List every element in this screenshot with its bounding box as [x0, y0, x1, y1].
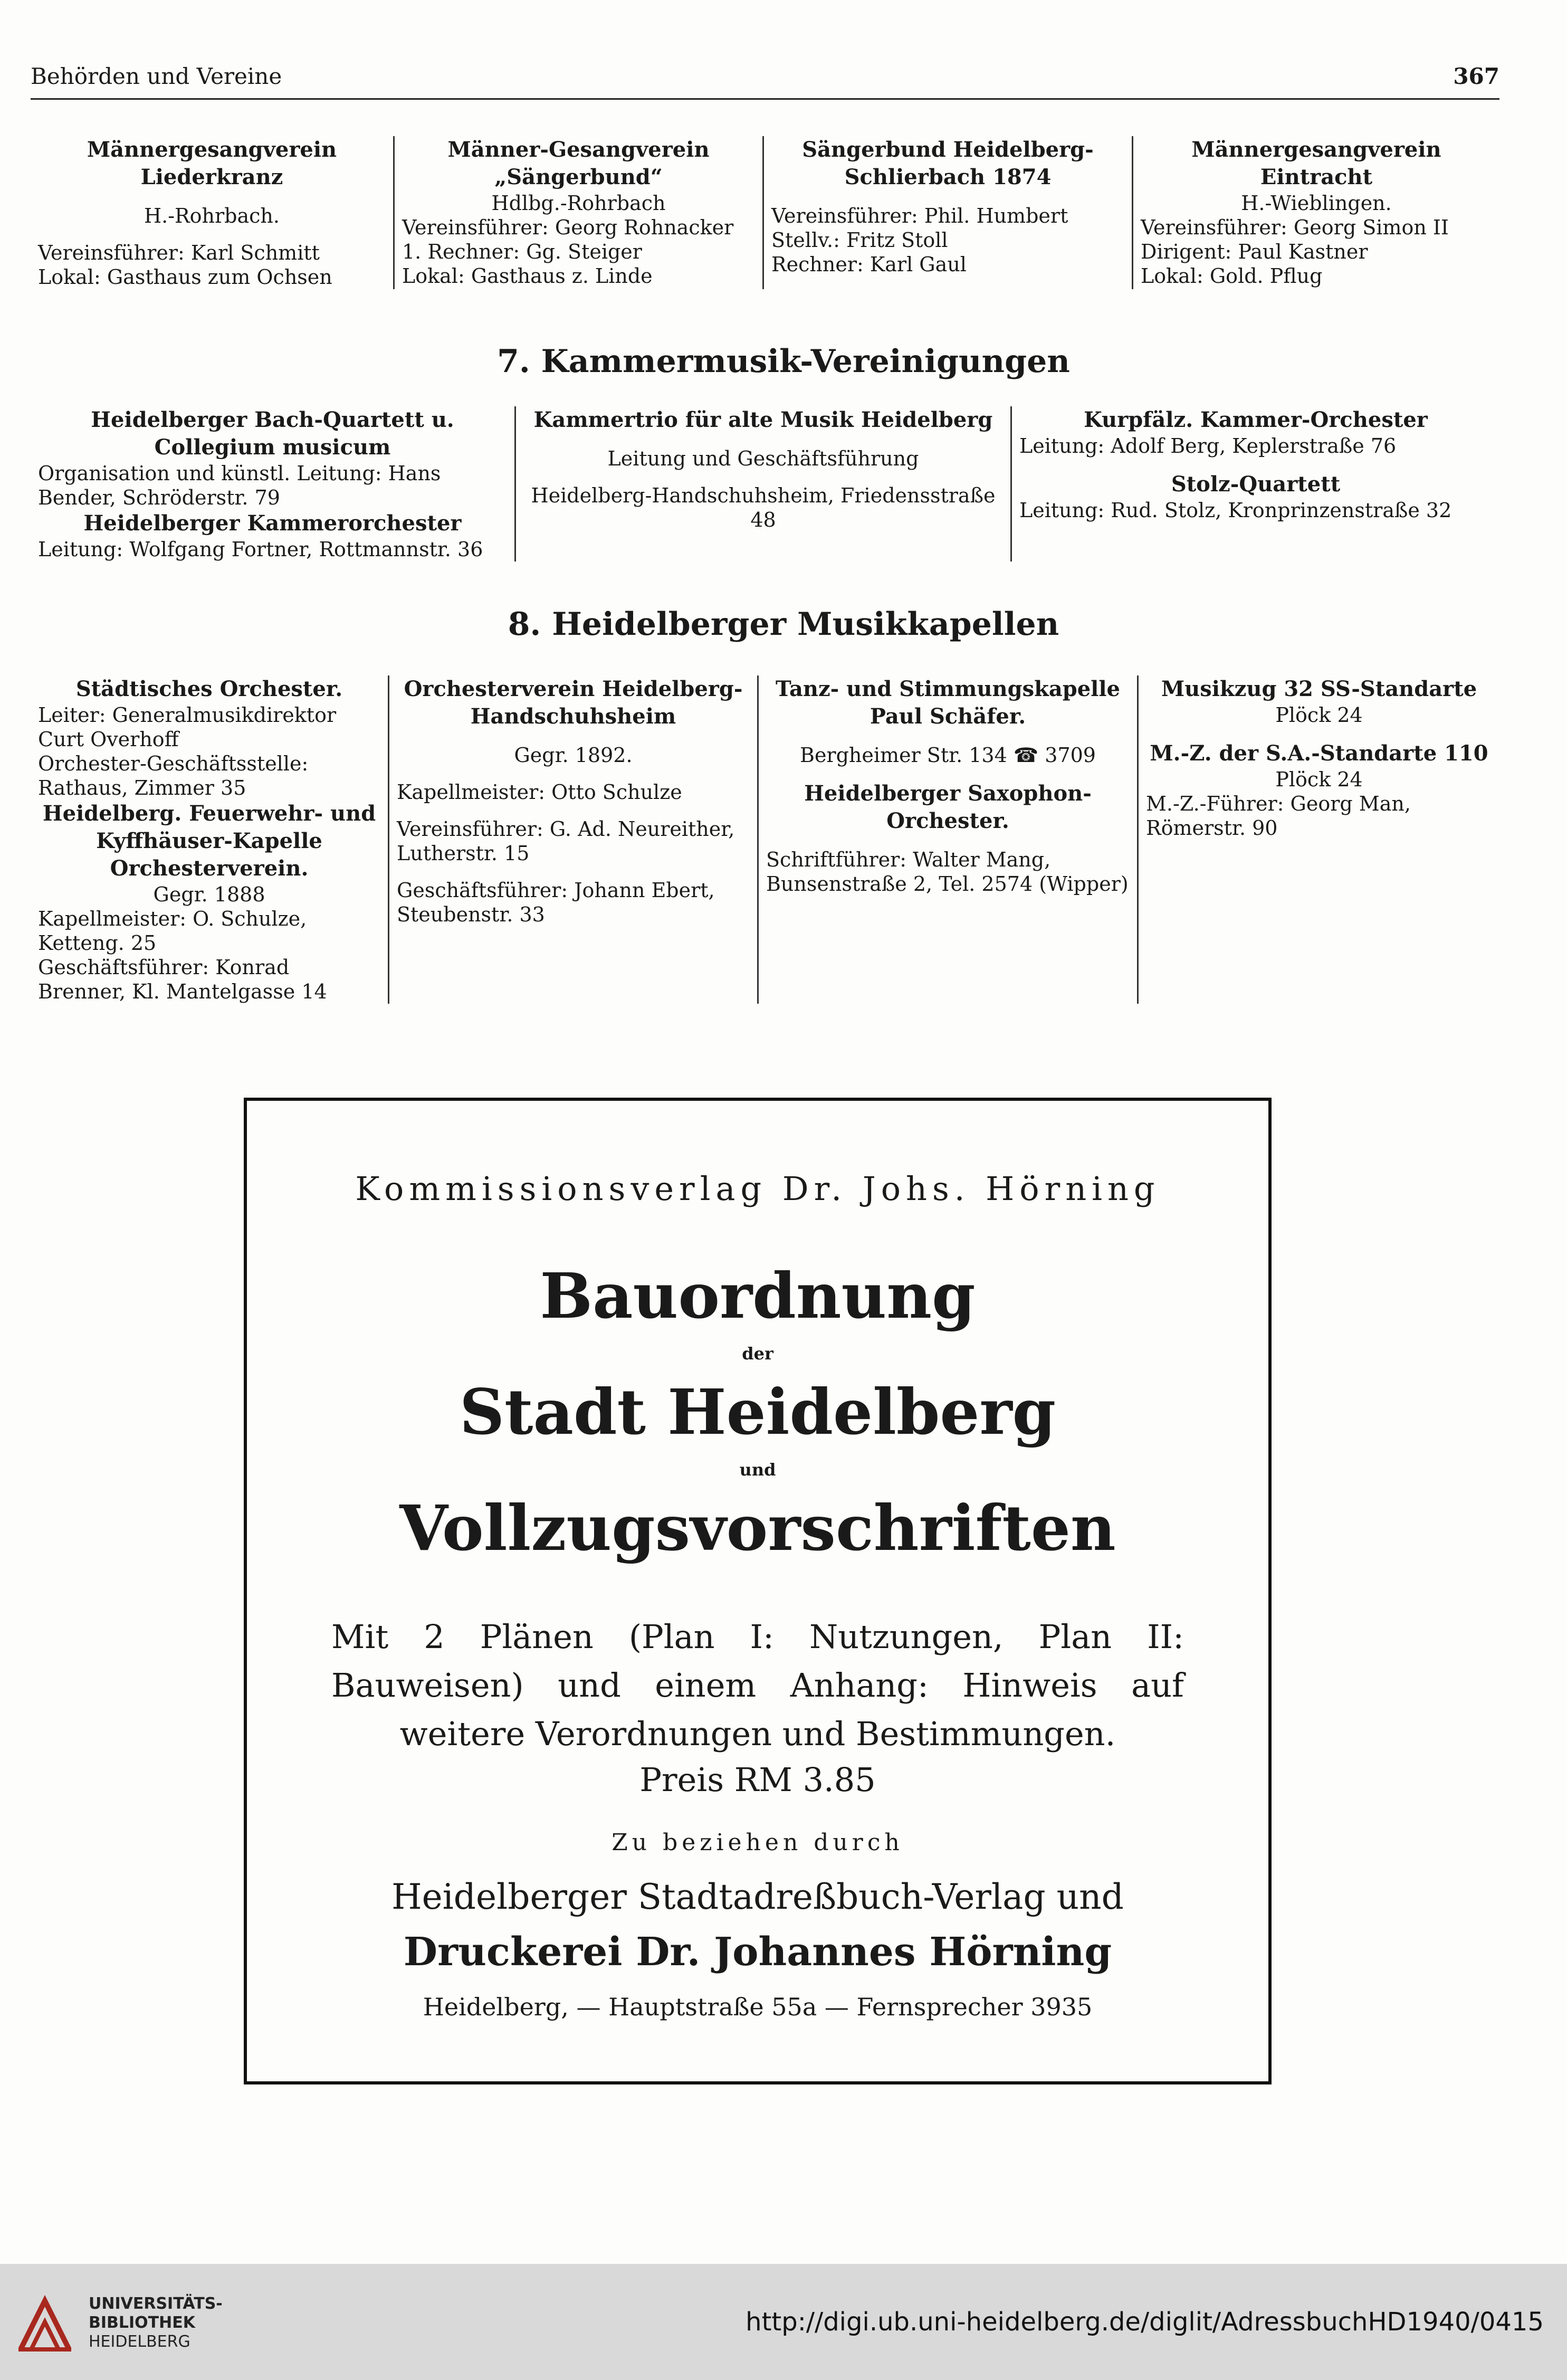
page-number: 367	[1453, 63, 1499, 89]
listing-line: Orchester-Geschäftsstelle: Rathaus, Zimmer 35	[38, 752, 309, 799]
listing-line: Leitung: Rud. Stolz, Kronprinzenstraße 32	[1019, 499, 1452, 522]
ad-connector-und: und	[739, 1460, 776, 1480]
header-rule	[31, 98, 1499, 100]
library-name-line: BIBLIOTHEK	[89, 2314, 195, 2332]
listing-line: Heidelberg-Handschuhsheim, Friedensstraße 48	[531, 484, 996, 531]
listing-title: Männergesangverein Liederkranz	[87, 137, 337, 189]
listing-staedtisches-orchester	[31, 675, 389, 1004]
listing-line: Gegr. 1888	[153, 883, 265, 906]
listing-title: Heidelberg. Feuerwehr- und Kyffhäuser-Kapelle Orchesterverein.	[42, 801, 376, 881]
listing-title: Männer-Gesangverein „Sängerbund“	[447, 137, 710, 189]
listing-line: Geschäftsführer: Johann Ebert, Steubenstr. 33	[397, 879, 715, 926]
ad-availability: Zu beziehen durch	[611, 1829, 904, 1856]
ad-title-stadt-heidelberg: Stadt Heidelberg	[459, 1375, 1056, 1449]
ad-title-vollzugsvorschriften: Vollzugsvorschriften	[399, 1491, 1116, 1565]
listing-line: Leiter: Generalmusikdirektor Curt Overhoff	[38, 703, 337, 751]
ad-publisher: Kommissionsverlag Dr. Johs. Hörning	[355, 1169, 1160, 1208]
listing-eintracht	[1133, 136, 1499, 289]
listing-line: Vereinsführer: G. Ad. Neureither, Lutherstr. 15	[397, 817, 735, 865]
library-name-line: UNIVERSITÄTS-	[89, 2295, 223, 2313]
listing-title: M.-Z. der S.A.-Standarte 110	[1150, 741, 1488, 766]
listing-title: Sängerbund Heidelberg-Schlierbach 1874	[802, 137, 1094, 189]
listing-line: Vereinsführer: Karl Schmitt	[38, 241, 320, 264]
ad-title-bauordnung: Bauordnung	[540, 1259, 976, 1332]
listing-line: H.-Wieblingen.	[1241, 192, 1392, 215]
listing-kurpfaelz-kammerorchester	[1012, 406, 1499, 561]
listing-line: Vereinsführer: Georg Rohnacker	[402, 216, 734, 239]
ad-price: Preis RM 3.85	[639, 1760, 876, 1799]
listing-bach-quartett	[31, 406, 516, 561]
listing-line: Vereinsführer: Phil. Humbert	[771, 204, 1068, 227]
chamber-music-row	[31, 406, 1499, 561]
listing-title: Musikzug 32 SS-Standarte	[1161, 677, 1477, 701]
listing-orchesterverein-handschuhsheim	[389, 675, 759, 1004]
listing-line: Plöck 24	[1275, 768, 1363, 791]
section-heading-8: 8. Heidelberger Musikkapellen	[508, 606, 1059, 643]
library-name-line: HEIDELBERG	[89, 2333, 190, 2351]
listing-line: Lokal: Gold. Pflug	[1141, 264, 1323, 288]
listing-line: Leitung und Geschäftsführung	[607, 447, 919, 470]
library-logo-icon	[16, 2290, 74, 2354]
listing-paul-schaefer	[759, 675, 1139, 1004]
listing-title: Männergesangverein Eintracht	[1191, 137, 1441, 189]
listing-line: Gegr. 1892.	[514, 744, 633, 767]
listing-line: Geschäftsführer: Konrad Brenner, Kl. Mantelgasse 14	[38, 956, 327, 1003]
listing-saengerbund-schlierbach	[764, 136, 1133, 289]
advertisement-box	[244, 1098, 1272, 2084]
footer-bar	[0, 2264, 1567, 2380]
listing-line: M.-Z.-Führer: Georg Man, Römerstr. 90	[1146, 792, 1411, 840]
listing-line: Plöck 24	[1275, 703, 1363, 727]
listing-line: Rechner: Karl Gaul	[771, 253, 967, 276]
permalink-url[interactable]: http://digi.ub.uni-heidelberg.de/diglit/AdressbuchHD1940/0415	[746, 2307, 1544, 2337]
ad-address: Heidelberg, — Hauptstraße 55a — Fernsprecher 3935	[423, 1993, 1093, 2021]
listing-line: Organisation und künstl. Leitung: Hans Bender, Schröderstr. 79	[38, 462, 441, 509]
library-name	[89, 2295, 223, 2352]
music-bands-row	[31, 675, 1499, 1004]
listing-line: Kapellmeister: Otto Schulze	[397, 780, 682, 804]
listing-title: Heidelberger Bach-Quartett u. Collegium musicum	[91, 407, 454, 460]
section-heading-7: 7. Kammermusik-Vereinigungen	[497, 343, 1070, 380]
ad-description: Mit 2 Plänen (Plan I: Nutzungen, Plan II: Bauweisen) und einem Anhang: Hinweis auf weitere Verordnungen und Bestimmungen.	[331, 1617, 1184, 1753]
ad-vendor-line2: Druckerei Dr. Johannes Hörning	[403, 1929, 1112, 1975]
listing-title: Stolz-Quartett	[1171, 472, 1341, 497]
listing-line: Lokal: Gasthaus z. Linde	[402, 264, 653, 288]
listing-line: Bergheimer Str. 134 ☎ 3709	[800, 744, 1096, 767]
listing-title: Kurpfälz. Kammer-Orchester	[1084, 407, 1428, 432]
listing-title: Heidelberger Kammerorchester	[83, 511, 462, 536]
listing-line: Leitung: Adolf Berg, Keplerstraße 76	[1019, 434, 1397, 458]
ad-vendor-line1: Heidelberger Stadtadreßbuch-Verlag und	[391, 1877, 1124, 1917]
listing-line: 1. Rechner: Gg. Steiger	[402, 240, 642, 263]
ad-connector-der: der	[742, 1344, 773, 1364]
listing-line: Stellv.: Fritz Stoll	[771, 229, 948, 252]
listing-title: Tanz- und Stimmungskapelle Paul Schäfer.	[776, 677, 1120, 729]
listing-line: Kapellmeister: O. Schulze, Ketteng. 25	[38, 907, 307, 955]
choir-listing-row	[31, 136, 1499, 289]
listing-title: Heidelberger Saxophon-Orchester.	[804, 781, 1092, 833]
listing-line: Lokal: Gasthaus zum Ochsen	[38, 265, 332, 289]
listing-musikzug	[1139, 675, 1499, 1004]
listing-title: Städtisches Orchester.	[75, 677, 343, 701]
listing-title: Kammertrio für alte Musik Heidelberg	[533, 407, 993, 432]
running-header: Behörden und Vereine	[31, 63, 282, 89]
listing-kammertrio	[516, 406, 1012, 561]
listing-line: Hdlbg.-Rohrbach	[491, 192, 666, 215]
listing-liederkranz	[31, 136, 395, 289]
listing-line: Vereinsführer: Georg Simon II	[1141, 216, 1449, 239]
listing-saengerbund-rohrbach	[395, 136, 764, 289]
listing-title: Orchesterverein Heidelberg-Handschuhsheim	[404, 677, 743, 729]
listing-line: H.-Rohrbach.	[144, 204, 280, 227]
listing-line: Dirigent: Paul Kastner	[1141, 240, 1368, 263]
listing-line: Schriftführer: Walter Mang, Bunsenstraße 2, Tel. 2574 (Wipper)	[766, 848, 1129, 896]
listing-line: Leitung: Wolfgang Fortner, Rottmannstr. 36	[38, 538, 483, 561]
